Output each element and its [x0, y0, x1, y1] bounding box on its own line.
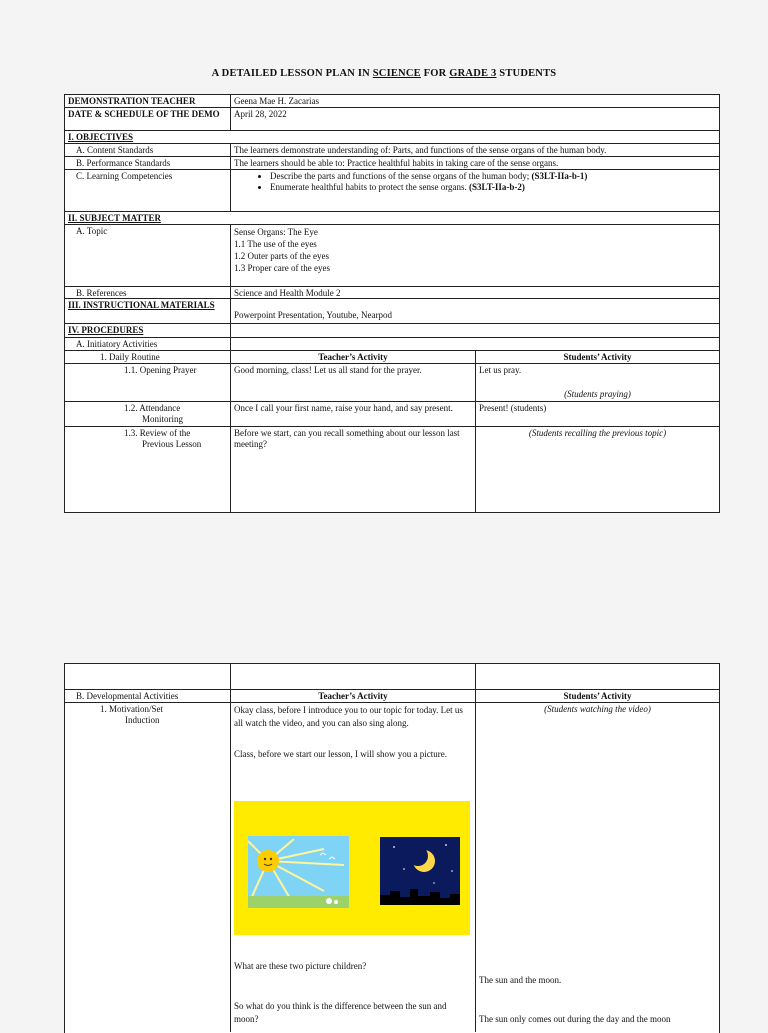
- topic-value: Sense Organs: The Eye 1.1 The use of the eyes 1.2 Outer parts of the eyes 1.3 Proper care of the eyes: [234, 227, 330, 273]
- teacher-text-3: What are these two picture children?: [234, 961, 367, 971]
- performance-standards-label: B. Performance Standards: [76, 158, 171, 168]
- lesson-plan-table-1: [64, 94, 720, 513]
- review-label: 1.3. Review of the Previous Lesson: [124, 428, 202, 449]
- learning-competencies-list: [231, 170, 719, 211]
- attendance-teacher: Once I call your first name, raise your hand, and say present.: [234, 403, 453, 413]
- review-teacher: Before we start, can you recall something about our lesson last meeting?: [234, 428, 460, 449]
- materials-row: [65, 298, 719, 323]
- references-label: B. References: [76, 288, 127, 298]
- students-activity-header: Students’ Activity: [563, 352, 632, 362]
- opening-prayer-row: [65, 363, 719, 401]
- competency-item: • Describe the parts and functions of the sense organs of the human body; (S3LT-IIa-b-1): [270, 171, 716, 182]
- review-student: (Students recalling the previous topic): [528, 428, 667, 438]
- sun-icon: [257, 850, 279, 872]
- attendance-student: Present! (students): [479, 403, 547, 413]
- motivation-label: 1. Motivation/Set Induction: [100, 704, 163, 725]
- developmental-label: B. Developmental Activities: [76, 691, 179, 701]
- motivation-row: [65, 702, 719, 1032]
- daily-routine-row: [65, 350, 719, 363]
- student-text-3: The sun only comes out during the day and the moon: [479, 1014, 671, 1024]
- review-row: [65, 426, 719, 512]
- sun-moon-illustration: [234, 801, 470, 935]
- student-text-2: The sun and the moon.: [479, 975, 562, 985]
- teacher-activity-header: Teacher’s Activity: [318, 352, 388, 362]
- topic-row: [65, 224, 719, 286]
- sun-moon-picture: [234, 801, 470, 935]
- teacher-label: DEMONSTRATION TEACHER: [68, 96, 196, 106]
- teacher-text-2: Class, before we start our lesson, I will show you a picture.: [234, 749, 447, 759]
- subject-heading-row: [65, 211, 719, 224]
- document-title: A DETAILED LESSON PLAN IN SCIENCE FOR GRADE 3 STUDENTS: [211, 68, 557, 79]
- learning-competencies-label: C. Learning Competencies: [76, 171, 173, 181]
- objectives-heading-row: [65, 130, 719, 143]
- student-text-1: (Students watching the video): [544, 704, 651, 714]
- procedures-heading-row: [65, 323, 719, 337]
- teacher-row: [65, 95, 719, 107]
- teacher-text-4: So what do you think is the difference between the sun and moon?: [234, 1001, 447, 1024]
- subject-heading: II. SUBJECT MATTER: [68, 213, 161, 223]
- attendance-row: [65, 401, 719, 426]
- opening-prayer-student: Let us pray. (Students praying): [479, 365, 631, 399]
- initiatory-row: [65, 337, 719, 350]
- date-value: April 28, 2022: [234, 109, 287, 119]
- attendance-label: 1.2. Attendance Monitoring: [124, 403, 184, 424]
- references-row: [65, 286, 719, 298]
- procedures-heading: IV. PROCEDURES: [68, 325, 144, 335]
- opening-prayer-teacher: Good morning, class! Let us all stand for the prayer.: [234, 365, 422, 375]
- students-activity-header-2: Students’ Activity: [563, 691, 632, 701]
- performance-standards-row: [65, 156, 719, 169]
- opening-prayer-label: 1.1. Opening Prayer: [124, 365, 197, 375]
- references-value: Science and Health Module 2: [234, 288, 341, 298]
- daily-routine-label: 1. Daily Routine: [100, 352, 160, 362]
- content-standards-label: A. Content Standards: [76, 145, 154, 155]
- learning-competencies-row: [65, 169, 719, 211]
- initiatory-label: A. Initiatory Activities: [76, 339, 158, 349]
- date-row: [65, 107, 719, 130]
- date-label: DATE & SCHEDULE OF THE DEMO: [68, 109, 220, 119]
- teacher-value: Geena Mae H. Zacarias: [234, 96, 319, 106]
- empty-row: [65, 664, 719, 689]
- developmental-row: [65, 689, 719, 702]
- topic-label: A. Topic: [76, 226, 108, 236]
- moon-picture: [380, 837, 460, 905]
- competency-item: • Enumerate healthful habits to protect the sense organs. (S3LT-IIa-b-2): [270, 182, 716, 193]
- content-standards-value: The learners demonstrate understanding of: Parts, and functions of the sense organs of the human body.: [234, 145, 607, 155]
- objectives-heading: I. OBJECTIVES: [68, 132, 134, 142]
- materials-heading: III. INSTRUCTIONAL MATERIALS: [68, 300, 215, 310]
- materials-value: Powerpoint Presentation, Youtube, Nearpod: [234, 310, 392, 320]
- lesson-plan-table-2: [64, 663, 720, 1033]
- content-standards-row: [65, 143, 719, 156]
- sun-picture: [248, 836, 349, 908]
- teacher-activity-header-2: Teacher’s Activity: [318, 691, 388, 701]
- teacher-text-1: Okay class, before I introduce you to our topic for today. Let us all watch the video, and you can also sing along.: [234, 705, 463, 728]
- performance-standards-value: The learners should be able to: Practice healthful habits in taking care of the sense organs.: [234, 158, 559, 168]
